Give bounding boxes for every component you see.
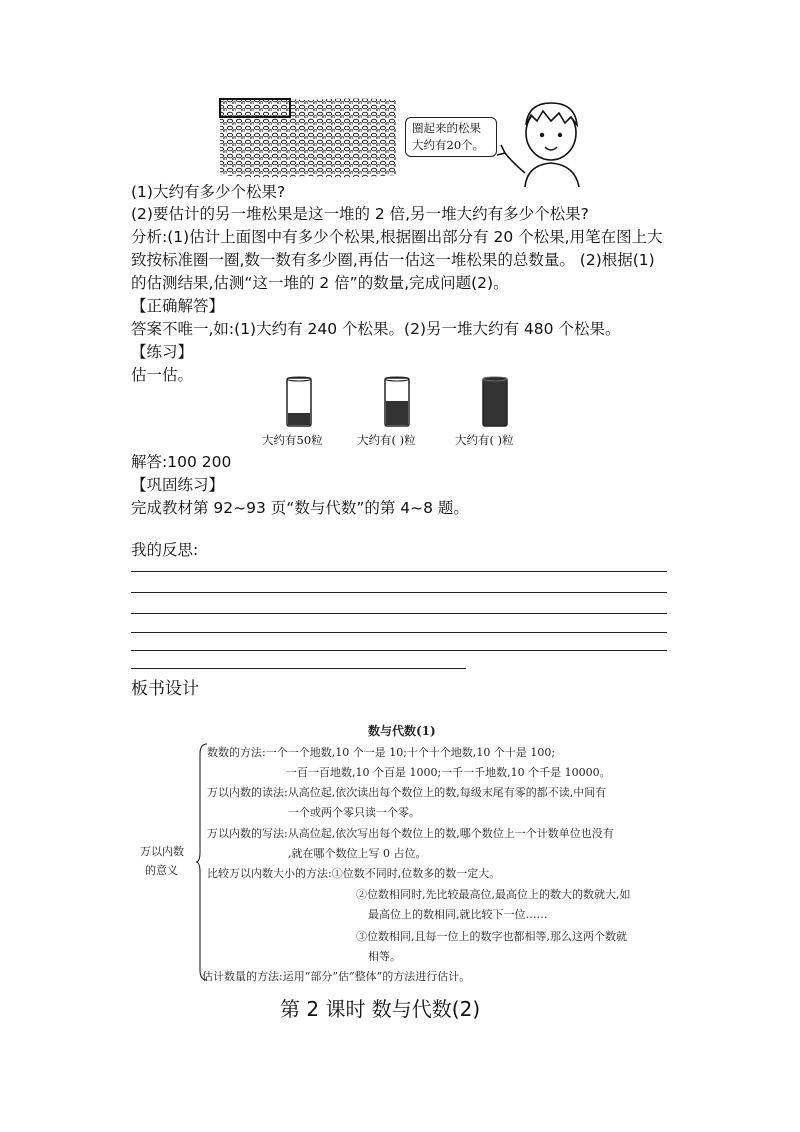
reflection-rule-3 — [131, 613, 667, 614]
boy-illustration — [495, 95, 595, 187]
reflection-rule-6 — [131, 668, 466, 669]
question-2: (2)要估计的另一堆松果是这一堆的 2 倍,另一堆大约有多少个松果? — [131, 205, 589, 223]
board-line-2: 一百一百地数,10 个百是 1000;一千一千地数,10 个千是 10000。 — [286, 766, 611, 779]
beaker-2-image — [383, 376, 411, 428]
board-line-12: 估计数量的方法:运用“部分”估“整体”的方法进行估计。 — [202, 970, 471, 983]
pine-cone-pile-image — [218, 97, 398, 179]
board-line-4: 一个或两个零只读一个零。 — [288, 806, 420, 819]
speech-bubble — [405, 117, 497, 157]
beaker-1-label: 大约有50粒 — [262, 433, 323, 447]
practice-answer: 解答:100 200 — [131, 453, 232, 471]
analysis-line-3: 的估测结果,估测“这一堆的 2 倍”的数量,完成问题(2)。 — [131, 274, 509, 292]
reflection-label: 我的反思: — [131, 541, 199, 559]
reflection-rule-4 — [131, 632, 667, 633]
correct-answer-text: 答案不唯一,如:(1)大约有 240 个松果。(2)另一堆大约有 480 个松果。 — [131, 320, 621, 338]
next-lesson-title: 第 2 课时 数与代数(2) — [280, 997, 481, 1021]
board-line-3: 万以内数的读法:从高位起,依次读出每个数位上的数,每级末尾有零的都不读,中间有 — [207, 786, 607, 799]
reflection-rule-5 — [131, 650, 667, 651]
board-line-11: 相等。 — [368, 950, 401, 963]
speech-line-1: 圈起来的松果 — [412, 121, 481, 135]
reflection-rule-2 — [131, 592, 667, 593]
board-left-label-2: 的意义 — [145, 864, 178, 877]
beaker-2-label: 大约有( )粒 — [357, 433, 416, 447]
reflection-rule-1 — [131, 571, 667, 572]
board-left-label-1: 万以内数 — [140, 845, 184, 858]
analysis-line-2: 致按标准圈一圈,数一数有多少圈,再估一估这一堆松果的总数量。 (2)根据(1) — [131, 251, 655, 269]
beaker-3-image — [481, 376, 509, 428]
board-line-8: ②位数相同时,先比较最高位,最高位上的数大的数就大,如 — [356, 888, 631, 901]
board-line-9: 最高位上的数相同,就比较下一位…… — [368, 908, 548, 921]
question-1: (1)大约有多少个松果? — [131, 183, 286, 201]
correct-answer-heading: 【正确解答】 — [131, 297, 225, 315]
board-design-heading: 板书设计 — [131, 679, 199, 699]
consolidation-heading: 【巩固练习】 — [131, 476, 225, 494]
board-title: 数与代数(1) — [368, 724, 436, 738]
board-line-6: ,就在哪个数位上写 0 占位。 — [288, 847, 427, 860]
brace-icon — [196, 742, 208, 982]
consolidation-text: 完成教材第 92~93 页“数与代数”的第 4~8 题。 — [131, 499, 469, 517]
beaker-3-label: 大约有( )粒 — [455, 433, 514, 447]
board-line-10: ③位数相同,且每一位上的数字也都相等,那么这两个数就 — [356, 930, 627, 943]
board-line-1: 数数的方法:一个一个地数,10 个一是 10;十个十个地数,10 个十是 100; — [207, 746, 556, 759]
board-line-7: 比较万以内数大小的方法:①位数不同时,位数多的数一定大。 — [207, 867, 501, 880]
board-line-5: 万以内数的写法:从高位起,依次写出每个数位上的数,哪个数位上一个计数单位也没有 — [207, 827, 614, 840]
analysis-line-1: 分析:(1)估计上面图中有多少个松果,根据圈出部分有 20 个松果,用笔在图上大 — [131, 228, 663, 246]
practice-prompt: 估一估。 — [131, 366, 194, 384]
speech-line-2: 大约有20个。 — [412, 138, 485, 152]
practice-heading: 【练习】 — [131, 343, 194, 361]
beaker-1-image — [285, 376, 313, 428]
